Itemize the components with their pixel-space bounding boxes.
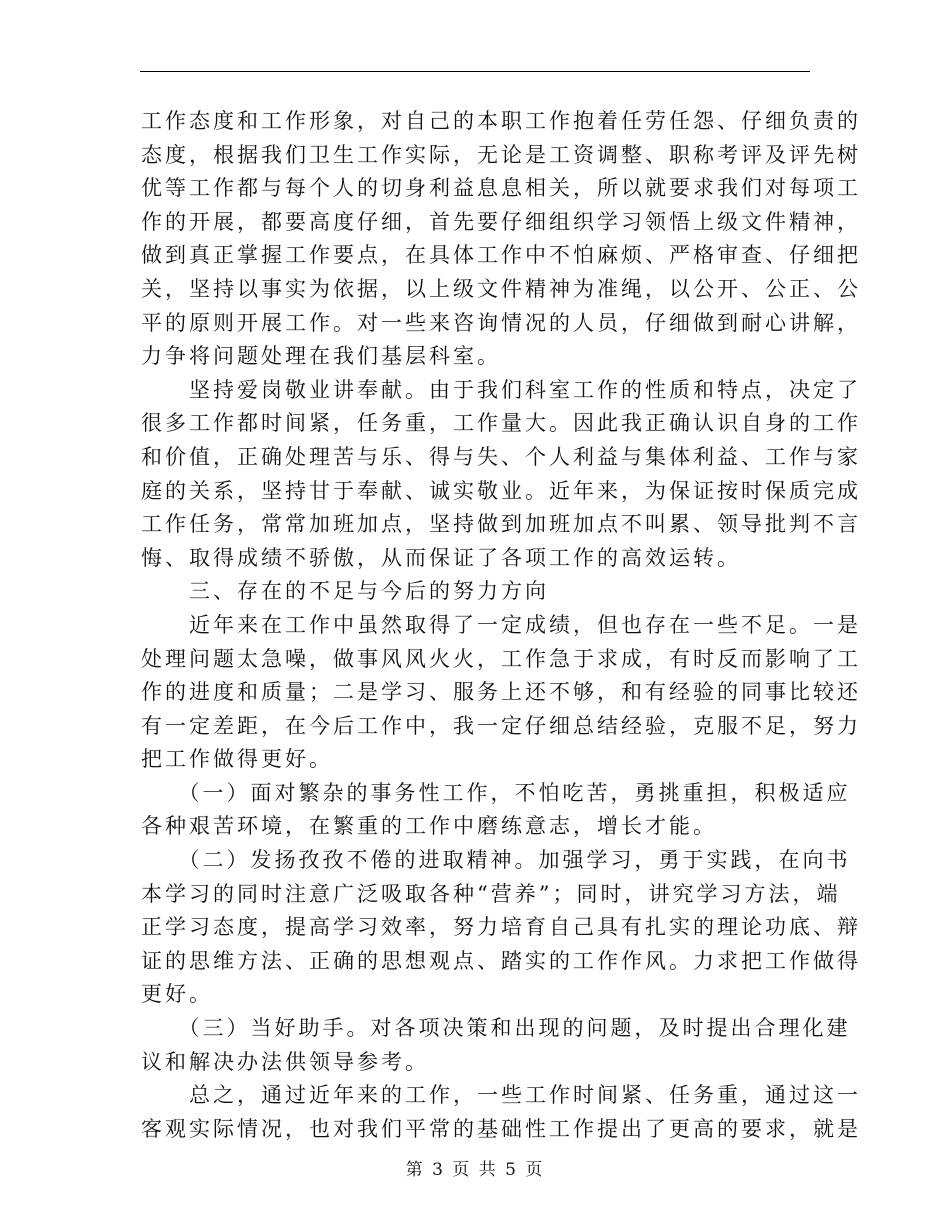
text-line: 本学习的同时注意广泛吸取各种“营养”；同时，讲究学习方法，端 <box>141 881 841 906</box>
header-rule <box>140 71 810 72</box>
text-line: （二）发扬孜孜不倦的进取精神。加强学习，勇于实践，在向书 <box>141 848 851 873</box>
text-line: （一）面对繁杂的事务性工作，不怕吃苦，勇挑重担，积极适应 <box>141 780 851 805</box>
text-line: 坚持爱岗敬业讲奉献。由于我们科室工作的性质和特点，决定了 <box>141 377 861 402</box>
text-line: 总之，通过近年来的工作，一些工作时间紧、任务重，通过这一 <box>141 1083 861 1108</box>
text-line: 有一定差距，在今后工作中，我一定仔细总结经验，克服不足，努力 <box>141 713 861 738</box>
text-line: 正学习态度，提高学习效率，努力培育自己具有扎实的理论功底、辩 <box>141 915 861 940</box>
text-line: 平的原则开展工作。对一些来咨询情况的人员，仔细做到耐心讲解， <box>141 310 861 335</box>
page-footer: 第 3 页 共 5 页 <box>405 1160 545 1180</box>
text-line: 优等工作都与每个人的切身利益息息相关，所以就要求我们对每项工 <box>141 176 861 201</box>
text-line: 证的思维方法、正确的思想观点、踏实的工作作风。力求把工作做得 <box>141 948 861 973</box>
text-line: 工作态度和工作形象，对自己的本职工作抱着任劳任怨、仔细负责的 <box>141 109 861 133</box>
text-line: 作的进度和质量；二是学习、服务上还不够，和有经验的同事比较还 <box>141 680 861 705</box>
text-line: 做到真正掌握工作要点，在具体工作中不怕麻烦、严格审查、仔细把 <box>141 243 861 268</box>
text-line: 更好。 <box>141 982 213 1007</box>
text-line: 关，坚持以事实为依据，以上级文件精神为准绳，以公开、公正、公 <box>141 276 861 301</box>
text-line: 近年来在工作中虽然取得了一定成绩，但也存在一些不足。一是 <box>141 612 861 637</box>
text-line: 作的开展，都要高度仔细，首先要仔细组织学习领悟上级文件精神， <box>141 209 861 234</box>
text-line: 庭的关系，坚持甘于奉献、诚实敬业。近年来，为保证按时保质完成 <box>141 478 861 503</box>
text-line: 力争将问题处理在我们基层科室。 <box>141 344 501 369</box>
body-text <box>141 105 861 1146</box>
text-line: 处理问题太急噪，做事风风火火，工作急于求成，有时反而影响了工 <box>141 646 861 671</box>
text-line: 客观实际情况，也对我们平常的基础性工作提出了更高的要求，就是 <box>141 1116 861 1141</box>
text-line: 和价值，正确处理苦与乐、得与失、个人利益与集体利益、工作与家 <box>141 444 861 469</box>
text-line: 很多工作都时间紧，任务重，工作量大。因此我正确认识自身的工作 <box>141 411 861 436</box>
text-line: （三）当好助手。对各项决策和出现的问题，及时提出合理化建 <box>141 1016 851 1041</box>
text-line: 把工作做得更好。 <box>141 747 333 772</box>
text-line: 各种艰苦环境，在繁重的工作中磨练意志，增长才能。 <box>141 814 717 839</box>
text-line: 议和解决办法供领导参考。 <box>141 1049 429 1074</box>
text-line: 工作任务，常常加班加点，坚持做到加班加点不叫累、领导批判不言 <box>141 512 861 537</box>
document-body <box>141 105 861 1146</box>
text-line: 三、存在的不足与今后的努力方向 <box>141 579 549 604</box>
text-line: 悔、取得成绩不骄傲，从而保证了各项工作的高效运转。 <box>141 545 741 570</box>
text-line: 态度，根据我们卫生工作实际，无论是工资调整、职称考评及评先树 <box>141 142 861 167</box>
